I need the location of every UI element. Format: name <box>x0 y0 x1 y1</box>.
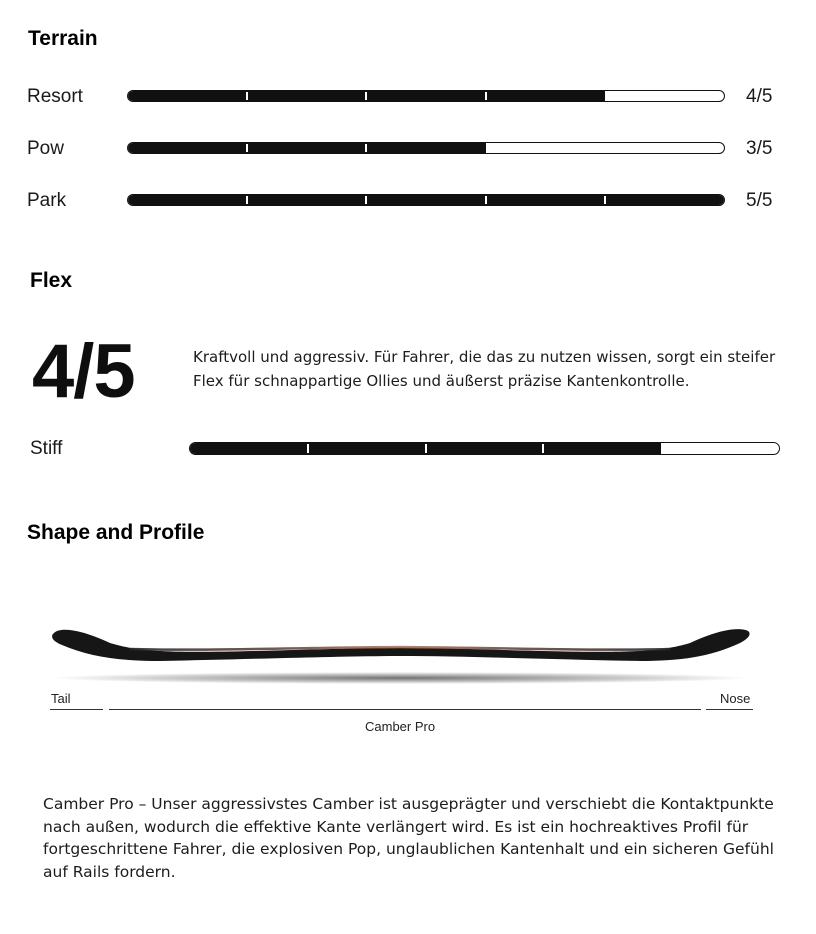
rating-bar-tick <box>485 92 487 100</box>
rating-bar-tick <box>246 196 248 204</box>
rating-bar-tick <box>246 92 248 100</box>
rating-bar-tick <box>365 144 367 152</box>
flex-rating-large: 4/5 <box>32 329 135 414</box>
pow-rating-fill <box>128 143 486 153</box>
nose-underline <box>706 709 753 710</box>
snowboard-shape <box>52 629 750 661</box>
rating-bar-tick <box>425 444 427 453</box>
flex-description-line-1: Kraftvoll und aggressiv. Für Fahrer, die das zu nutzen wissen, sorgt ein steifer <box>193 348 776 366</box>
snowboard-profile-image <box>40 615 760 695</box>
flex-description <box>193 345 793 393</box>
profile-description-line-1: Camber Pro – Unser aggressivstes Camber ist ausgeprägter und verschiebt die Kontaktpunkte <box>43 795 774 813</box>
resort-rating-bar <box>127 90 725 102</box>
profile-name-label: Camber Pro <box>365 719 436 734</box>
flex-rating-bar <box>189 442 780 455</box>
tail-underline <box>50 709 103 710</box>
profile-description-line-2: nach außen, wodurch die effektive Kante verlängert wird. Es ist ein hochreaktives Profil für <box>43 817 749 836</box>
tail-label: Tail <box>51 691 71 706</box>
flex-description-line-2: Flex für schnappartige Ollies und äußerst präzise Kantenkontrolle. <box>193 372 690 390</box>
shape-heading: Shape and Profile <box>27 521 205 544</box>
nose-label: Nose <box>720 691 751 706</box>
pow-rating-bar <box>127 142 725 154</box>
park-rating-bar <box>127 194 725 206</box>
resort-rating-text: 4/5 <box>746 86 773 107</box>
rating-bar-tick <box>604 196 606 204</box>
terrain-label-park: Park <box>27 190 67 211</box>
rating-bar-tick <box>365 92 367 100</box>
terrain-label-resort: Resort <box>27 86 83 107</box>
rating-bar-tick <box>542 444 544 453</box>
rating-bar-tick <box>485 196 487 204</box>
board-shadow <box>50 672 750 684</box>
profile-description-line-4: auf Rails fordern. <box>43 862 176 881</box>
rating-bar-tick <box>246 144 248 152</box>
terrain-heading: Terrain <box>28 27 98 50</box>
rating-bar-tick <box>365 196 367 204</box>
park-rating-fill <box>128 195 724 205</box>
terrain-label-pow: Pow <box>27 138 64 159</box>
flex-heading: Flex <box>30 269 73 292</box>
pow-rating-text: 3/5 <box>746 138 773 159</box>
profile-baseline <box>109 709 701 710</box>
park-rating-text: 5/5 <box>746 190 773 211</box>
profile-description-line-3: fortgeschrittene Fahrer, die explosiven Pop, unglaublichen Kantenhalt und ein sicheren Gefühl <box>43 840 774 858</box>
profile-description <box>43 793 803 883</box>
rating-bar-tick <box>307 444 309 453</box>
flex-scale-label: Stiff <box>30 438 63 459</box>
